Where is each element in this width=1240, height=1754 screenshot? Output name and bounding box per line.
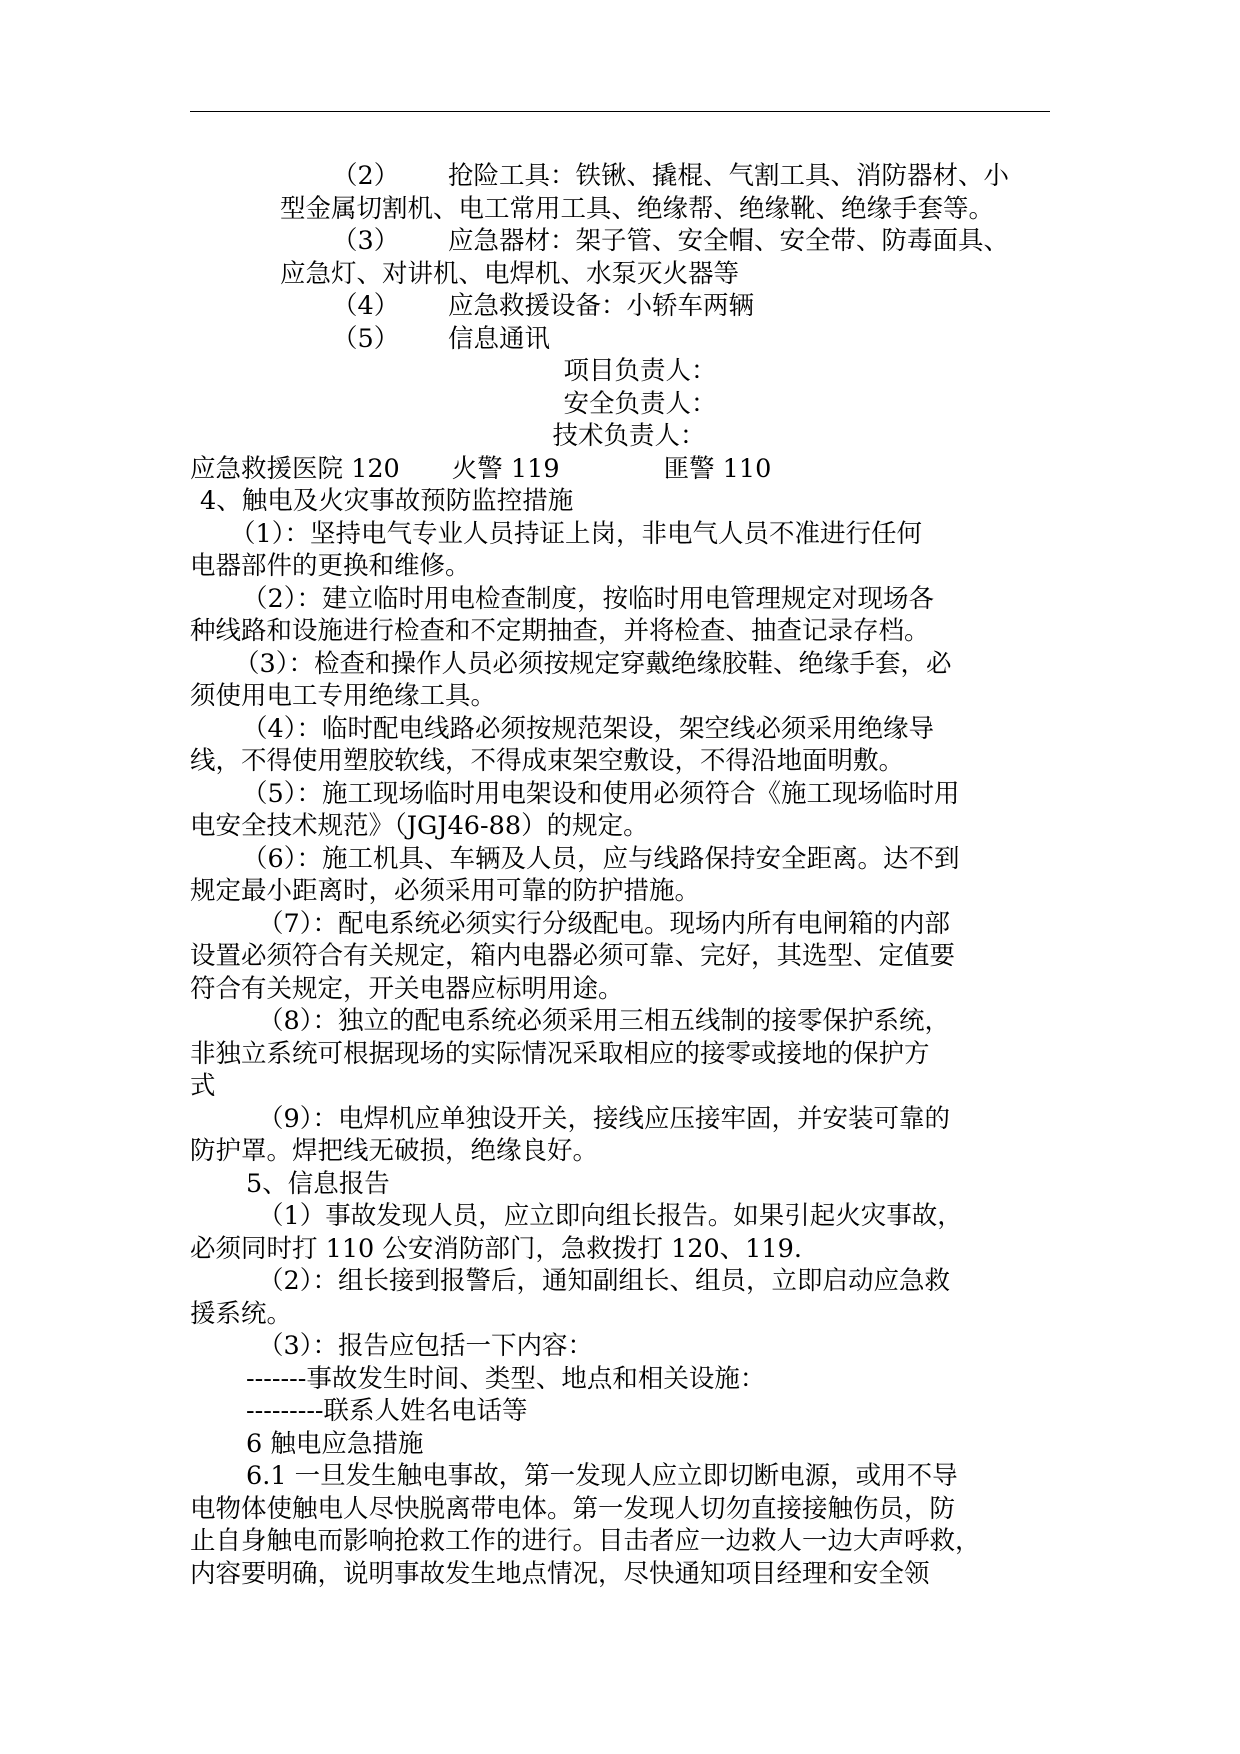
section-6-para-line: 内容要明确，说明事故发生地点情况，尽快通知项目经理和安全领 [190,1558,930,1589]
section-6-title: 6 触电应急措施 [246,1428,424,1459]
section-4-item-7: （7）：配电系统必须实行分级配电。现场内所有电闸箱的内部 [258,908,950,939]
section-6-para-line: 6.1 一旦发生触电事故，第一发现人应立即切断电源，或用不导 [246,1461,958,1491]
hospital-number: 应急救援医院 120 [190,453,400,484]
section-4-item-3-cont: 须使用电工专用绝缘工具。 [190,681,497,711]
section-4-item-3: （3）：检查和操作人员必须按规定穿戴绝缘胶鞋、绝缘手套，必 [234,648,952,679]
section-4-item-6-cont: 规定最小距离时，必须采用可靠的防护措施。 [190,876,701,906]
contact-project-lead: 项目负责人： [563,356,717,386]
header-rule [190,111,1050,112]
contact-safety-lead: 安全负责人： [563,388,717,419]
section-4-item-9: （9）：电焊机应单独设开关，接线应压接牢固，并安装可靠的 [258,1103,950,1134]
section-5-item-1: （1）事故发现人员，应立即向组长报告。如果引起火灾事故， [258,1201,963,1231]
section-4-item-8: （8）：独立的配电系统必须采用三相五线制的接零保护系统， [258,1006,950,1036]
report-content-2: ---------联系人姓名电话等 [246,1396,528,1426]
section-4-item-5-cont: 电安全技术规范》（JGJ46-88）的规定。 [190,811,649,841]
emergency-numbers [190,453,1050,486]
section-4-item-2: （2）：建立临时用电检查制度，按临时用电管理规定对现场各 [242,583,934,614]
section-4-item-4: （4）：临时配电线路必须按规范架设，架空线必须采用绝缘导 [242,713,934,744]
section-4-item-8-cont: 式 [190,1071,216,1101]
contact-tech-lead: 技术负责人： [552,421,706,451]
section-4-item-2-cont: 种线路和设施进行检查和不定期抽查，并将检查、抽查记录存档。 [190,616,930,646]
equipment-item: （4） 应急救援设备：小轿车两辆 [332,291,755,321]
document-body [190,160,1050,1590]
section-4-item-7-cont: 符合有关规定，开关电器应标明用途。 [190,973,624,1004]
police-number: 匪警 110 [663,453,772,484]
report-content-1: -------事故发生时间、类型、地点和相关设施： [246,1363,766,1394]
section-4-item-5: （5）：施工现场临时用电架设和使用必须符合《施工现场临时用 [242,778,960,809]
section-4-item-1: （1）：坚持电气专业人员持证上岗，非电气人员不准进行任何 [230,518,922,549]
fire-number: 火警 119 [451,453,560,484]
section-5-item-1-cont: 必须同时打 110 公安消防部门，急救拨打 120、119. [190,1233,802,1264]
section-4-item-1-cont: 电器部件的更换和维修。 [190,551,471,581]
section-4-title: 4、触电及火灾事故预防监控措施 [200,486,574,516]
equipment-item: （3） 应急器材：架子管、安全帽、安全带、防毒面具、 [332,226,1010,256]
section-5-item-3: （3）：报告应包括一下内容： [258,1331,593,1361]
section-4-item-4-cont: 线，不得使用塑胶软线，不得成束架空敷设，不得沿地面明敷。 [190,746,905,776]
section-5-item-2: （2）：组长接到报警后，通知副组长、组员，立即启动应急救 [258,1266,950,1296]
section-4-item-8-cont: 非独立系统可根据现场的实际情况采取相应的接零或接地的保护方 [190,1038,930,1069]
section-6-para-line: 电物体使触电人尽快脱离带电体。第一发现人切勿直接接触伤员，防 [190,1493,956,1524]
section-5-title: 5、信息报告 [246,1168,390,1199]
section-4-item-7-cont: 设置必须符合有关规定，箱内电器必须可靠、完好，其选型、定值要 [190,941,956,971]
section-6-para-line: 止自身触电而影响抢救工作的进行。目击者应一边救人一边大声呼救， [190,1526,981,1556]
equipment-item: （5） 信息通讯 [332,323,551,354]
equipment-item-cont: 应急灯、对讲机、电焊机、水泵灭火器等 [280,258,740,289]
section-5-item-2-cont: 援系统。 [190,1298,293,1329]
equipment-item: （2） 抢险工具：铁锹、撬棍、气割工具、消防器材、小 [332,161,1010,191]
section-4-item-9-cont: 防护罩。焊把线无破损，绝缘良好。 [190,1136,599,1166]
equipment-item-cont: 型金属切割机、电工常用工具、绝缘帮、绝缘靴、绝缘手套等。 [280,193,995,224]
section-4-item-6: （6）：施工机具、车辆及人员，应与线路保持安全距离。达不到 [242,843,960,874]
